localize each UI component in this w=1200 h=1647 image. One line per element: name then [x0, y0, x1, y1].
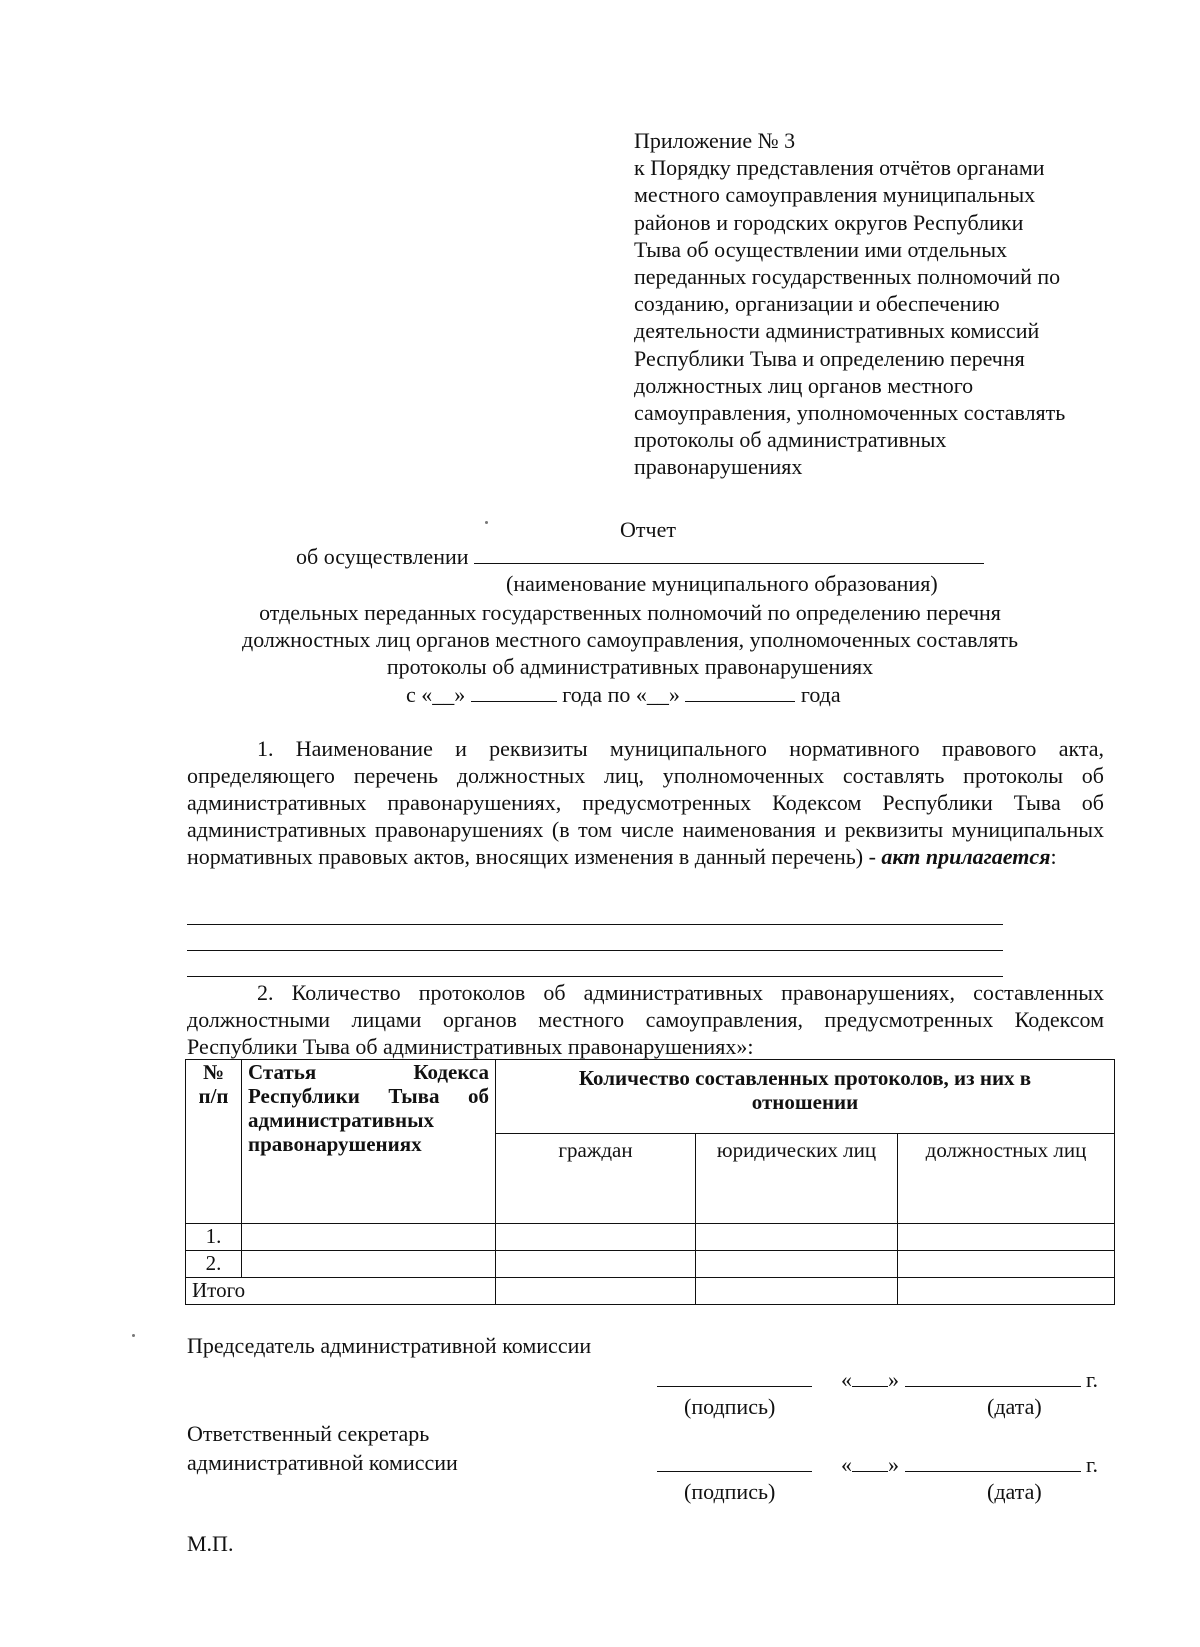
chairman-label: Председатель административной комиссии	[187, 1333, 592, 1358]
section-1	[187, 735, 1104, 870]
quote-close: »	[888, 1452, 899, 1477]
appendix-line: районов и городских округов Республики	[634, 209, 1024, 235]
col-header-number: № п/п	[186, 1060, 242, 1224]
appendix-line: Республики Тыва и определению перечня	[634, 345, 1025, 371]
chairman-day-field[interactable]	[852, 1366, 888, 1387]
table-row-total	[186, 1278, 1115, 1305]
answer-line[interactable]	[187, 924, 1003, 925]
table-cell[interactable]	[496, 1278, 696, 1305]
sub-header-citizens: граждан	[496, 1134, 696, 1224]
appendix-header	[634, 127, 1154, 480]
scan-speck	[132, 1334, 135, 1337]
appendix-line: местного самоуправления муниципальных	[634, 182, 1036, 208]
answer-line[interactable]	[187, 976, 1003, 977]
table-cell[interactable]	[242, 1224, 496, 1251]
report-title: Отчет	[620, 517, 676, 542]
report-title-line: протоколы об административных правонарушениях	[386, 654, 874, 679]
secretary-day-field[interactable]	[852, 1451, 888, 1472]
municipality-name-field[interactable]	[474, 543, 984, 564]
appendix-line: деятельности административных комиссий	[634, 318, 1040, 344]
period-from-label: с «__»	[406, 682, 466, 707]
report-period	[406, 681, 841, 708]
secretary-signature-field[interactable]	[657, 1451, 812, 1472]
chairman-signature-row	[657, 1366, 1098, 1393]
appendix-line: созданию, организации и обеспечению	[634, 291, 1000, 317]
total-label: Итого	[186, 1278, 496, 1305]
section-1-text: 1. Наименование и реквизиты муниципального нормативного правового акта, определяющего перечень должностных лиц, уполномоченных составлять протоколы об административных правонарушениях, предусмотренных Кодексом Республики Тыва об административных правонарушениях (в том числе наименования и реквизиты муниципальных нормативных правовых актов, вносящих изменения в данный перечень) -	[187, 736, 1104, 869]
table-cell[interactable]	[696, 1251, 898, 1278]
signature-hint: (подпись)	[684, 1479, 776, 1504]
appendix-line: правонарушениях	[634, 454, 803, 480]
stamp-place-label: М.П.	[187, 1531, 234, 1556]
municipality-hint: (наименование муниципального образования)	[506, 571, 938, 596]
section-2-text: 2. Количество протоколов об административных правонарушениях, составленных должностными лицами органов местного самоуправления, предусмотренных Кодексом Республики Тыва об административных правонарушениях»:	[187, 980, 1104, 1059]
appendix-line: к Порядку представления отчётов органами	[634, 155, 1045, 181]
date-hint: (дата)	[987, 1394, 1042, 1419]
quote-close: »	[888, 1367, 899, 1392]
period-mid-label: года по «__»	[562, 682, 680, 707]
table-cell[interactable]	[898, 1278, 1115, 1305]
sub-header-legal: юридических лиц	[696, 1134, 898, 1224]
row-number: 2.	[186, 1251, 242, 1278]
signature-hint: (подпись)	[684, 1394, 776, 1419]
appendix-line: Тыва об осуществлении ими отдельных	[634, 236, 1008, 262]
report-title-line: должностных лиц органов местного самоуправления, уполномоченных составлять	[242, 627, 1018, 652]
table-cell[interactable]	[496, 1224, 696, 1251]
table-cell[interactable]	[898, 1251, 1115, 1278]
col-header-count: Количество составленных протоколов, из них в отношении	[496, 1060, 1115, 1134]
secretary-date-field[interactable]	[905, 1451, 1081, 1472]
secretary-label-line2: административной комиссии	[187, 1450, 458, 1475]
date-hint: (дата)	[987, 1479, 1042, 1504]
secretary-label-line1: Ответственный секретарь	[187, 1421, 430, 1446]
report-title-line: отдельных переданных государственных полномочий по определению перечня	[259, 600, 1001, 625]
section-2	[187, 979, 1104, 1060]
secretary-signature-row	[657, 1451, 1098, 1478]
appendix-line: протоколы об административных	[634, 427, 947, 453]
year-suffix: г.	[1086, 1367, 1099, 1392]
period-end-label: года	[800, 682, 841, 707]
quote-open: «	[841, 1452, 852, 1477]
attachment-note: акт прилагается	[881, 844, 1051, 869]
answer-line[interactable]	[187, 950, 1003, 951]
scan-speck	[485, 521, 488, 524]
table-cell[interactable]	[696, 1224, 898, 1251]
table-cell[interactable]	[242, 1251, 496, 1278]
appendix-line: переданных государственных полномочий по	[634, 263, 1061, 289]
col-header-article: Статья Кодекса Республики Тыва об административных правонарушениях	[242, 1060, 496, 1224]
table-row	[186, 1251, 1115, 1278]
appendix-line: должностных лиц органов местного	[634, 372, 974, 398]
report-about-prefix: об осуществлении	[296, 544, 469, 569]
sub-header-officials: должностных лиц	[898, 1134, 1115, 1224]
table-cell[interactable]	[696, 1278, 898, 1305]
chairman-signature-field[interactable]	[657, 1366, 812, 1387]
table-row	[186, 1224, 1115, 1251]
row-number: 1.	[186, 1224, 242, 1251]
protocols-table	[185, 1059, 1115, 1305]
period-to-field[interactable]	[685, 681, 795, 702]
chairman-date-field[interactable]	[905, 1366, 1081, 1387]
quote-open: «	[841, 1367, 852, 1392]
table-cell[interactable]	[496, 1251, 696, 1278]
attachment-suffix: :	[1050, 844, 1057, 869]
appendix-line: самоуправления, уполномоченных составлять	[634, 399, 1066, 425]
report-about-line	[296, 543, 984, 570]
appendix-line: Приложение № 3	[634, 128, 796, 153]
table-cell[interactable]	[898, 1224, 1115, 1251]
period-from-field[interactable]	[471, 681, 557, 702]
year-suffix: г.	[1086, 1452, 1099, 1477]
